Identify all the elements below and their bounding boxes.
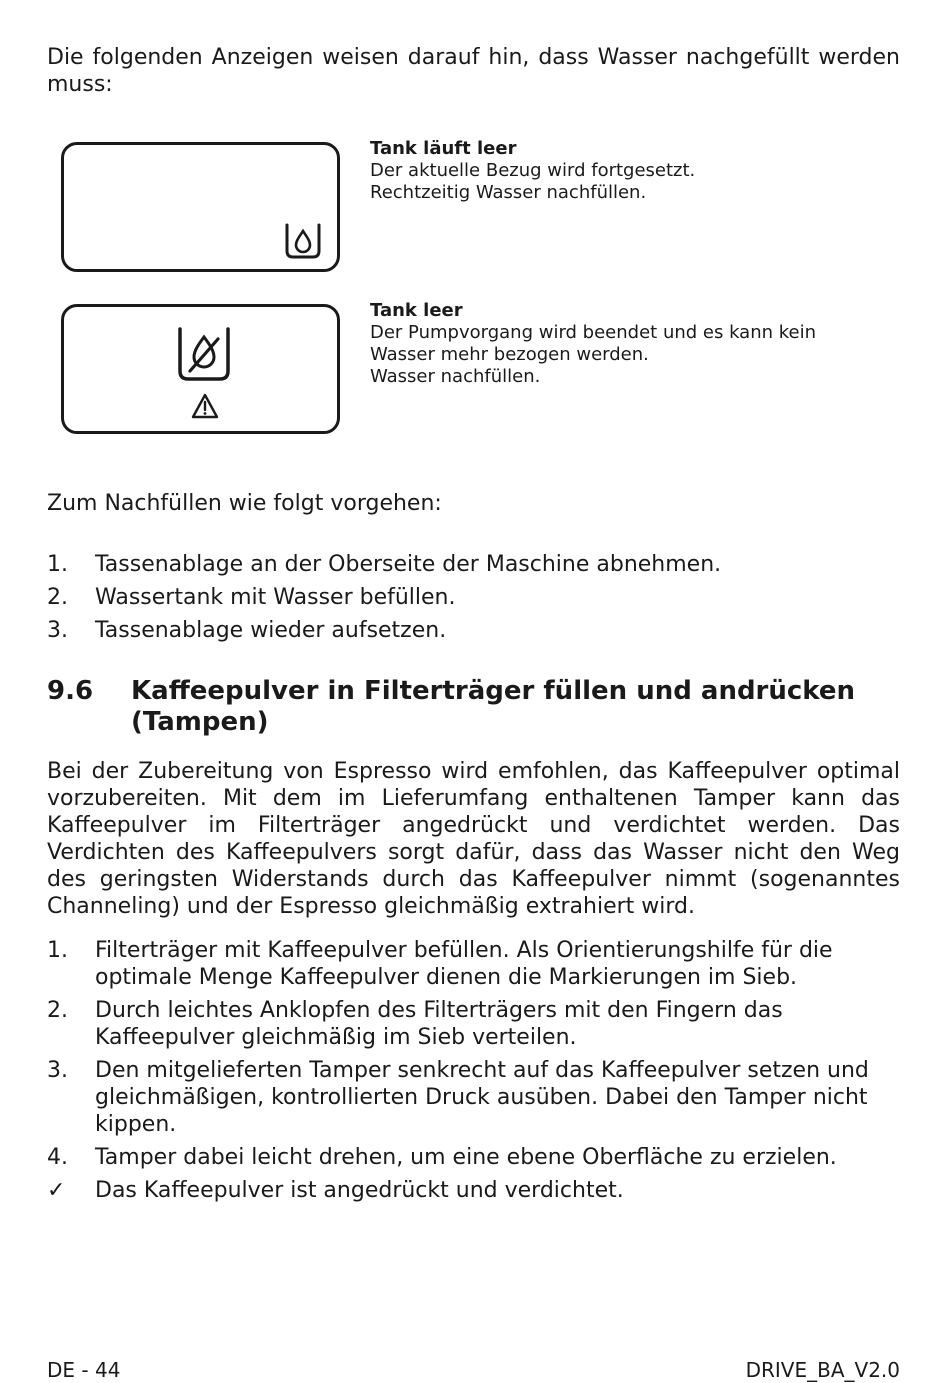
note-title: Tank leer (370, 300, 463, 321)
note-line: Wasser nachfüllen. (370, 366, 541, 387)
section-body: Bei der Zubereitung von Espresso wird emfohlen, das Kaffeepulver optimal vorzubereiten. Mit dem im Lieferumfang enthaltenen Tamper kann das Kaffeepulver im Filterträger angedrückt und verdichtet werden. Das Verdichten des Kaffeepulvers sorgt dafür, dass das Wasser nicht den Weg des geringsten Widerstands durch das Kaffeepulver nimmt (sogenanntes Channeling) und der Espresso gleichmäßig extrahiert wird. (47, 759, 900, 919)
manual-page (47, 0, 900, 1383)
tamp-steps-list (47, 937, 900, 1210)
display-tank-empty (61, 304, 340, 434)
section-title: Kaffeepulver in Filterträger füllen und andrücken (Tampen) (131, 676, 856, 737)
section-heading (47, 676, 900, 738)
refill-steps-list (47, 551, 900, 650)
list-item: 4. Tamper dabei leicht drehen, um eine ebene Oberfläche zu erzielen. (47, 1145, 837, 1170)
note-line: Der aktuelle Bezug wird fortgesetzt. (370, 160, 696, 181)
note-line: Rechtzeitig Wasser nachfüllen. (370, 182, 647, 203)
list-item: 1. Filterträger mit Kaffeepulver befüllen. Als Orientierungshilfe für die optimale Menge Kaffeepulver dienen die Markierungen im Sieb. (47, 938, 833, 990)
water-tank-empty-icon (176, 325, 232, 383)
list-item: 1. Tassenablage an der Oberseite der Maschine abnehmen. (47, 552, 722, 577)
list-item-result: ✓ Das Kaffeepulver ist angedrückt und verdichtet. (47, 1178, 624, 1203)
water-tank-icon (283, 221, 323, 261)
display-note-tank-low (370, 138, 900, 204)
list-item: 2. Durch leichtes Anklopfen des Filterträgers mit den Fingern das Kaffeepulver gleichmäßig im Sieb verteilen. (47, 998, 783, 1050)
document-id: DRIVE_BA_V2.0 (745, 1358, 900, 1382)
warning-icon (191, 393, 219, 419)
note-line: Wasser mehr bezogen werden. (370, 344, 649, 365)
list-item: 3. Den mitgelieferten Tamper senkrecht auf das Kaffeepulver setzen und gleichmäßigen, kontrollierten Druck ausüben. Dabei den Tamper nicht kippen. (47, 1058, 869, 1137)
list-item: 3. Tassenablage wieder aufsetzen. (47, 618, 447, 643)
display-tank-low (61, 142, 340, 272)
section-number: 9.6 (47, 676, 94, 706)
checkmark-icon: ✓ (47, 1178, 66, 1203)
note-title: Tank läuft leer (370, 138, 517, 159)
page-number: DE - 44 (47, 1358, 121, 1382)
intro-text: Die folgenden Anzeigen weisen darauf hin, dass Wasser nachgefüllt werden muss: (47, 45, 900, 97)
refill-intro: Zum Nachfüllen wie folgt vorgehen: (47, 491, 442, 516)
display-note-tank-empty (370, 300, 900, 388)
list-item: 2. Wassertank mit Wasser befüllen. (47, 585, 456, 610)
note-line: Der Pumpvorgang wird beendet und es kann kein (370, 322, 817, 343)
